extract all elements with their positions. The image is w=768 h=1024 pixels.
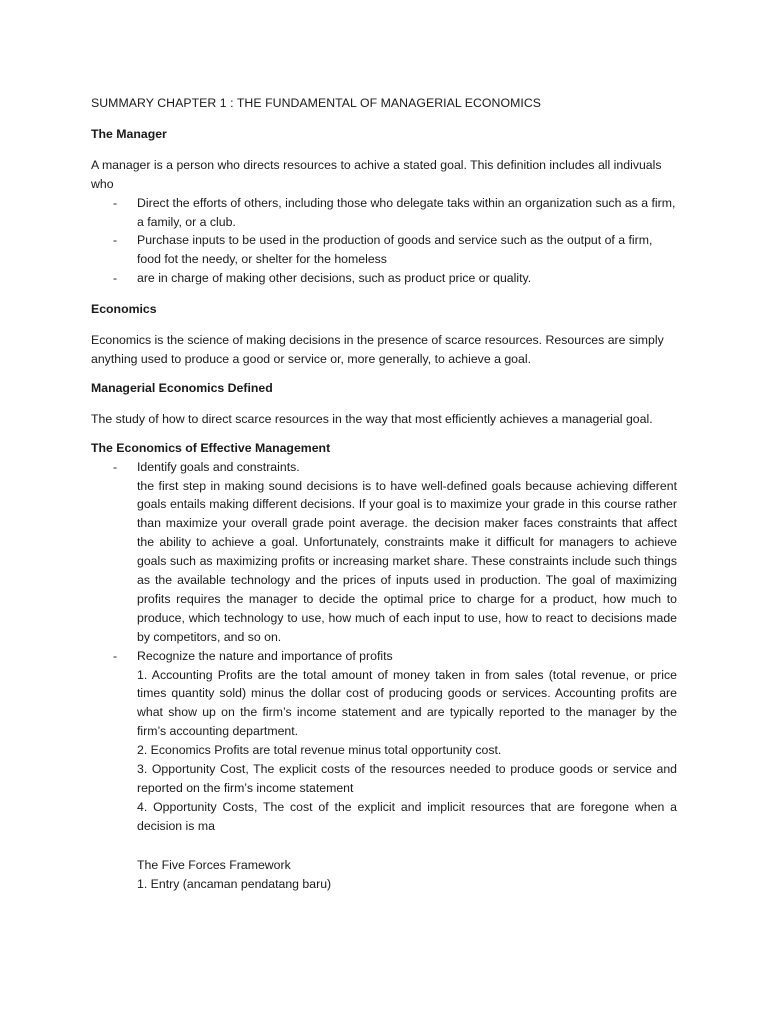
list-item <box>91 194 677 232</box>
five-forces-section <box>91 856 677 894</box>
heading-effective-management: The Economics of Effective Management <box>91 440 331 455</box>
list-item-label: Recognize the nature and importance of profits <box>137 648 393 663</box>
list-item <box>91 458 677 647</box>
bullet-dash: - <box>113 271 118 286</box>
bullet-dash: - <box>113 648 118 663</box>
bullet-dash: - <box>113 459 118 474</box>
bullet-dash: - <box>113 195 118 210</box>
economics-text: Economics is the science of making decisions in the presence of scarce resources. Resources are simply anything used to produce a good or service or, more generally, to achieve a goal. <box>91 333 664 366</box>
heading-economics: Economics <box>91 302 157 317</box>
profit-point: 3. Opportunity Cost, The explicit costs of the resources needed to produce goods or service and reported on the firm’s income statement <box>137 762 677 795</box>
list-item <box>91 231 677 269</box>
five-forces-item: 1. Entry (ancaman pendatang baru) <box>137 876 332 891</box>
effective-bullet-list <box>91 458 677 836</box>
list-item-text: are in charge of making other decisions, such as product price or quality. <box>137 271 532 286</box>
profit-point: 4. Opportunity Costs, The cost of the explicit and implicit resources that are foregone when a decision is ma <box>137 799 677 833</box>
five-forces-heading: The Five Forces Framework <box>137 857 291 872</box>
heading-the-manager: The Manager <box>91 126 167 141</box>
heading-managerial-economics: Managerial Economics Defined <box>91 380 273 395</box>
managerial-text: The study of how to direct scarce resources in the way that most efficiently achieves a managerial goal. <box>91 411 653 426</box>
document-page <box>91 94 677 894</box>
profit-point: 2. Economics Profits are total revenue minus total opportunity cost. <box>137 743 502 758</box>
manager-bullet-list <box>91 194 677 289</box>
bullet-dash: - <box>113 233 118 248</box>
list-item-text: Direct the efforts of others, including those who delegate taks within an organization such as a firm, a family, or a club. <box>137 195 676 229</box>
list-item-text: Purchase inputs to be used in the production of goods and service such as the output of a firm, food fot the needy, or shelter for the homeless <box>137 233 653 267</box>
list-item <box>91 647 677 836</box>
manager-intro: A manager is a person who directs resources to achive a stated goal. This definition includes all indivuals who <box>91 157 662 191</box>
document-title: SUMMARY CHAPTER 1 : THE FUNDAMENTAL OF MANAGERIAL ECONOMICS <box>91 96 542 110</box>
list-item <box>91 269 677 288</box>
list-item-body: the first step in making sound decisions is to have well-defined goals because achieving different goals entails making different decisions. If your goal is to maximize your grade in this course rather than maximize your overall grade point average. the decision maker faces constraints that affect the ability to achieve a goal. Unfortunately, constraints make it difficult for managers to achieve goals such as maximizing profits or increasing market share. These constraints include such things as the available technology and the prices of inputs used in production. The goal of maximizing profits requires the manager to decide the optimal price to charge for a product, how much to produce, which technology to use, how much of each input to use, how to react to decisions made by competitors, and so on. <box>137 478 677 644</box>
list-item-label: Identify goals and constraints. <box>137 459 300 474</box>
profit-point: 1. Accounting Profits are the total amount of money taken in from sales (total revenue, or price times quantity sold) minus the dollar cost of producing goods or services. Accounting profits are what show up on the firm’s income statement and are typically reported to the manager by the firm’s accounting department. <box>137 667 677 739</box>
